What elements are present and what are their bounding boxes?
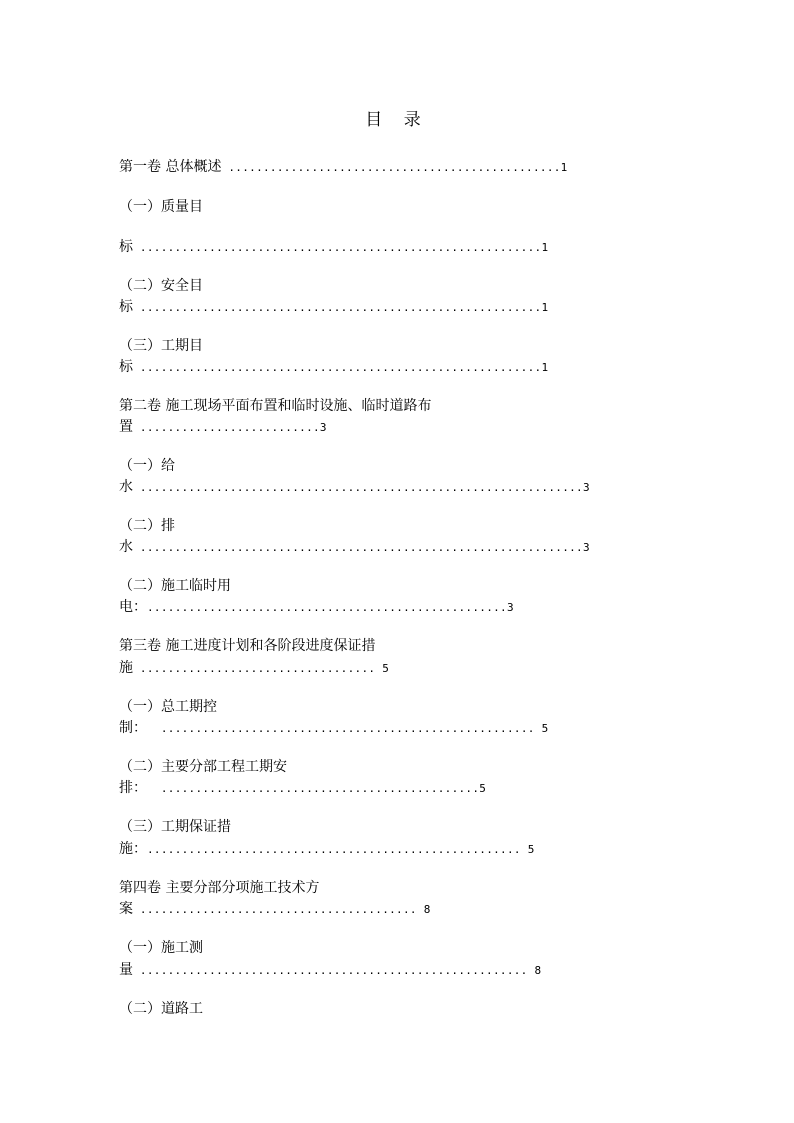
toc-entry-label: （二）施工临时用 xyxy=(119,578,231,594)
toc-entry-label: 量 xyxy=(119,962,133,978)
toc-entry xyxy=(119,939,203,957)
toc-entry-label: （一）给 xyxy=(119,458,175,474)
toc-page-number: 1 xyxy=(541,361,549,374)
toc-leader-dots: ........................................ xyxy=(133,903,424,916)
toc-page-number: 5 xyxy=(479,782,487,795)
toc-leader-dots: ........................................................ xyxy=(133,964,535,977)
toc-entry-label: （二）道路工 xyxy=(119,1001,203,1017)
toc-entry-label: 制： xyxy=(119,720,147,736)
toc-entry-label: （一）总工期控 xyxy=(119,699,217,715)
toc-page-number: 3 xyxy=(582,481,590,494)
toc-page-number: 1 xyxy=(541,301,549,314)
toc-entry-label: 标 xyxy=(119,239,133,255)
toc-entry-label: 水 xyxy=(119,539,133,555)
toc-page-number: 1 xyxy=(560,161,568,174)
toc-entry-label: 第一卷 总体概述 xyxy=(119,159,222,175)
toc-entry-label: 施 xyxy=(119,660,133,676)
toc-leader-dots: .................................................... xyxy=(147,601,507,614)
toc-entry xyxy=(119,719,549,738)
toc-page-number: 5 xyxy=(382,662,390,675)
toc-entry xyxy=(119,779,486,798)
toc-entry xyxy=(119,900,431,919)
toc-leader-dots: .................................. xyxy=(133,662,383,675)
toc-entry xyxy=(119,517,175,535)
toc-entry xyxy=(119,277,203,295)
toc-entry-label: 第二卷 施工现场平面布置和临时设施、临时道路布 xyxy=(119,398,432,414)
toc-entry xyxy=(119,397,431,415)
toc-entry xyxy=(119,758,287,776)
toc-leader-dots: .......................................................... xyxy=(133,241,542,254)
toc-entry xyxy=(119,577,231,595)
toc-entry xyxy=(119,840,535,859)
toc-entry-label: 第四卷 主要分部分项施工技术方 xyxy=(119,880,320,896)
toc-entry xyxy=(119,198,203,216)
toc-entry xyxy=(119,418,327,437)
toc-entry-label: 置 xyxy=(119,419,133,435)
toc-entry-label: （一）质量目 xyxy=(119,199,203,215)
toc-title: 目 录 xyxy=(365,110,429,130)
toc-entry xyxy=(119,961,541,980)
toc-entry-label: （二）安全目 xyxy=(119,278,203,294)
toc-entry xyxy=(119,358,548,377)
toc-entry xyxy=(119,698,217,716)
toc-leader-dots: ................................................................ xyxy=(133,541,583,554)
toc-entry xyxy=(119,298,548,317)
toc-page-number: 5 xyxy=(541,722,549,735)
toc-entry-label: 施： xyxy=(119,841,147,857)
toc-entry-label: 标 xyxy=(119,359,133,375)
toc-entry xyxy=(119,457,175,475)
toc-entry xyxy=(119,818,231,836)
toc-entry xyxy=(119,637,375,655)
toc-entry-label: 水 xyxy=(119,479,133,495)
toc-leader-dots: .......................................................... xyxy=(133,301,542,314)
toc-entry-label: 案 xyxy=(119,901,133,917)
toc-entry-label: （一）施工测 xyxy=(119,940,203,956)
toc-page-number: 8 xyxy=(534,964,542,977)
toc-entry xyxy=(119,337,203,355)
toc-entry-label: （二）排 xyxy=(119,518,175,534)
toc-entry xyxy=(119,538,590,557)
toc-page-number: 3 xyxy=(319,421,327,434)
toc-entry-label: （三）工期保证措 xyxy=(119,819,231,835)
toc-page-number: 1 xyxy=(541,241,549,254)
toc-entry xyxy=(119,659,389,678)
toc-leader-dots: .......................................................... xyxy=(133,361,542,374)
toc-entry-label: 电： xyxy=(119,599,147,615)
toc-entry xyxy=(119,478,590,497)
toc-entry-label: 标 xyxy=(119,299,133,315)
toc-entry-label: （三）工期目 xyxy=(119,338,203,354)
toc-page-number: 3 xyxy=(582,541,590,554)
toc-leader-dots: .......................... xyxy=(133,421,320,434)
toc-leader-dots: ................................................ xyxy=(221,161,561,174)
toc-entry xyxy=(119,879,319,897)
toc-entry-label: （二）主要分部工程工期安 xyxy=(119,759,287,775)
toc-entry-label: 排： xyxy=(119,780,147,796)
toc-leader-dots: ...................................................... xyxy=(147,843,528,856)
toc-entry xyxy=(119,1000,203,1018)
toc-leader-dots: ................................................................ xyxy=(133,481,583,494)
toc-leader-dots: ...................................................... xyxy=(147,722,542,735)
toc-entry xyxy=(119,158,568,177)
toc-entry xyxy=(119,598,514,617)
toc-entry xyxy=(119,238,548,257)
toc-leader-dots: .............................................. xyxy=(147,782,480,795)
toc-page-number: 5 xyxy=(527,843,535,856)
toc-page-number: 3 xyxy=(506,601,514,614)
toc-page-number: 8 xyxy=(423,903,431,916)
toc-entry-label: 第三卷 施工进度计划和各阶段进度保证措 xyxy=(119,638,376,654)
